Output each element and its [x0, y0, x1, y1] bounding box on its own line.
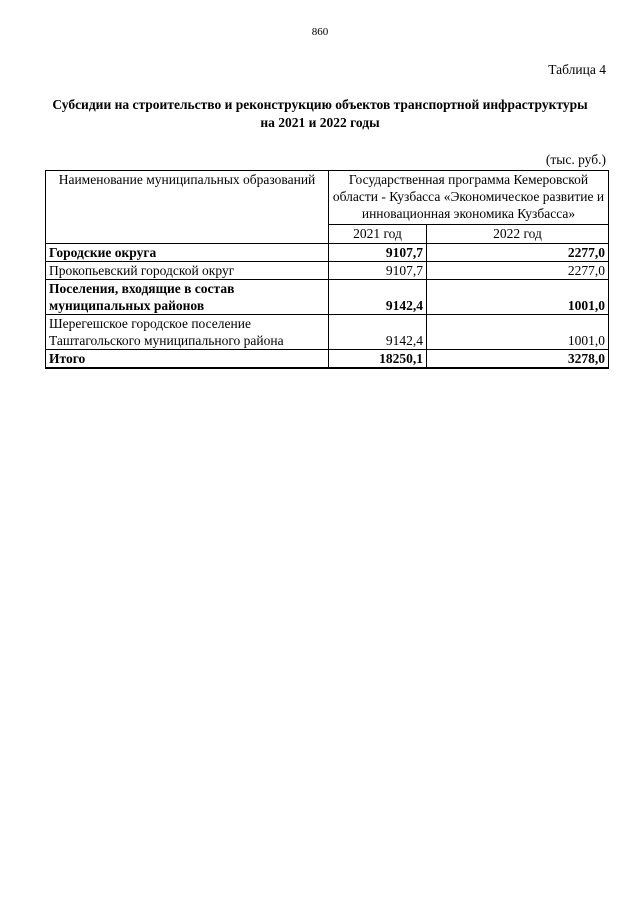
table-row-total — [46, 350, 609, 369]
row-value-2021: 9142,4 — [329, 315, 427, 350]
row-value-2022: 2277,0 — [427, 262, 609, 280]
subsidies-table — [45, 170, 609, 369]
row-value-2022: 3278,0 — [427, 350, 609, 369]
row-value-2021: 18250,1 — [329, 350, 427, 369]
row-value-2022: 1001,0 — [427, 280, 609, 315]
header-program: Государственная программа Кемеровской области - Кузбасса «Экономическое развитие и инновационная экономика Кузбасса» — [329, 171, 609, 225]
row-name: Прокопьевский городской округ — [46, 262, 329, 280]
row-value-2021: 9107,7 — [329, 244, 427, 262]
title-line-1: Субсидии на строительство и реконструкцию объектов транспортной инфраструктуры — [52, 97, 588, 112]
row-value-2021: 9142,4 — [329, 280, 427, 315]
table-row — [46, 244, 609, 262]
page-number: 860 — [311, 26, 329, 38]
document-title — [30, 96, 610, 132]
row-name: Шерегешское городское поселение Таштагольского муниципального района — [46, 315, 329, 350]
header-year-2022: 2022 год — [427, 225, 609, 244]
title-line-2: на 2021 и 2022 годы — [260, 115, 380, 130]
table-label: Таблица 4 — [548, 62, 606, 77]
table-row — [46, 280, 609, 315]
units-label: (тыс. руб.) — [545, 152, 606, 167]
row-name: Городские округа — [46, 244, 329, 262]
row-value-2022: 2277,0 — [427, 244, 609, 262]
header-year-2021: 2021 год — [329, 225, 427, 244]
row-value-2022: 1001,0 — [427, 315, 609, 350]
table-row — [46, 315, 609, 350]
table-row — [46, 262, 609, 280]
row-name: Поселения, входящие в состав муниципальных районов — [46, 280, 329, 315]
row-value-2021: 9107,7 — [329, 262, 427, 280]
row-name: Итого — [46, 350, 329, 369]
header-name-column: Наименование муниципальных образований — [46, 171, 329, 244]
